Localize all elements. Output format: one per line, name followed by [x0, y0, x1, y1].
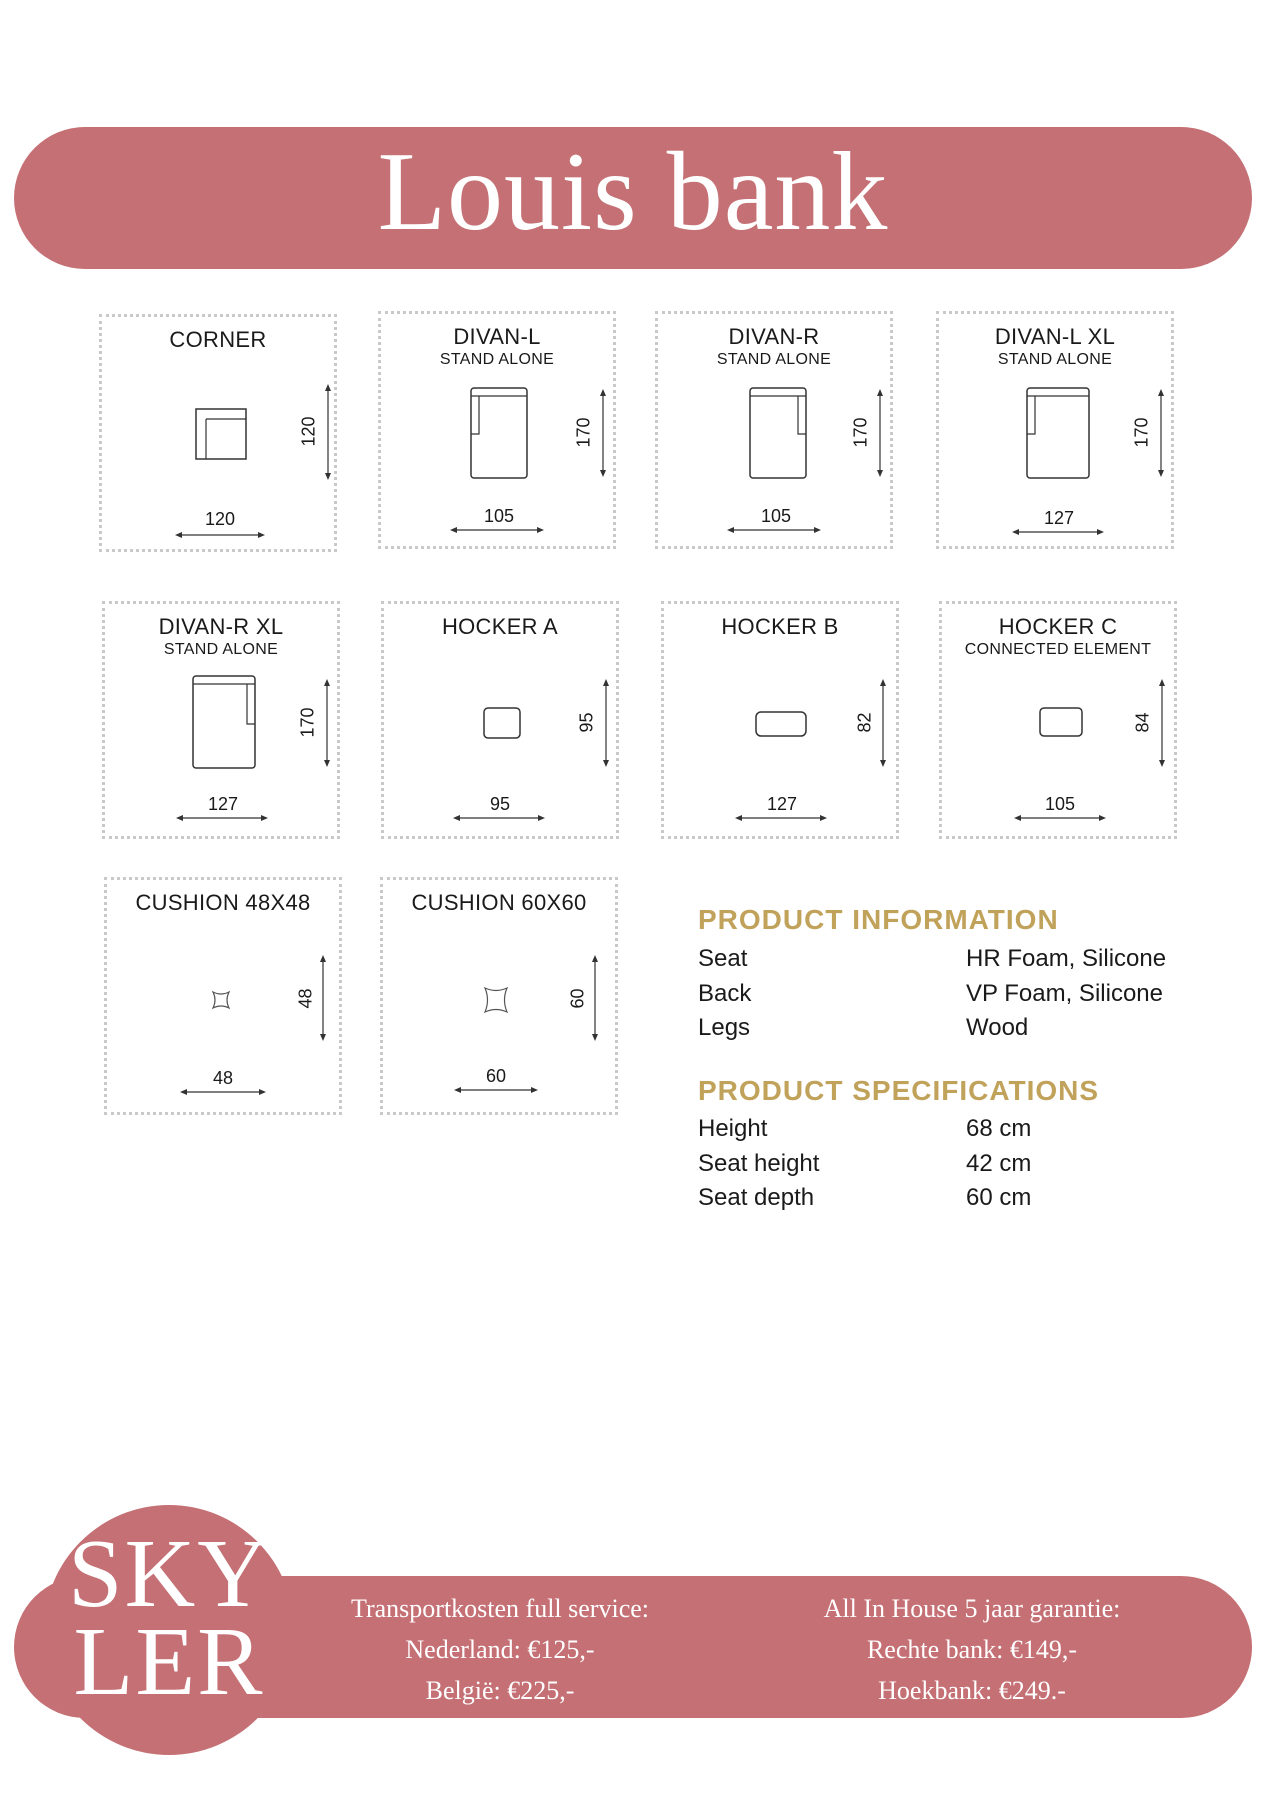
- info-row: [698, 1014, 1218, 1048]
- transport-nl: Nederland: €125,-: [405, 1635, 595, 1664]
- spec-value: 60 cm: [966, 1184, 1032, 1211]
- module-name: DIVAN-R: [728, 324, 820, 349]
- spec-label: Seat height: [698, 1150, 820, 1177]
- module-cushion-60: [380, 877, 618, 1115]
- spec-row: [698, 1184, 1218, 1218]
- module-name: HOCKER A: [441, 614, 559, 639]
- height-dimension: 170: [1131, 417, 1152, 448]
- width-dimension: 105: [1044, 794, 1076, 814]
- logo-line-2: LER: [73, 1608, 265, 1716]
- title-banner: [14, 127, 1252, 269]
- module-name: CUSHION 48X48: [135, 890, 311, 915]
- module-hocker-b: [661, 601, 899, 839]
- module-hocker-a: [381, 601, 619, 839]
- module-subtitle: STAND ALONE: [163, 641, 279, 658]
- warranty-corner: Hoekbank: €249.-: [878, 1676, 1066, 1705]
- spec-label: Height: [698, 1115, 768, 1142]
- product-information-heading: PRODUCT INFORMATION: [698, 904, 1059, 935]
- module-subtitle: STAND ALONE: [439, 351, 555, 368]
- width-dimension: 60: [485, 1066, 507, 1086]
- info-row: [698, 980, 1218, 1014]
- module-divan-r: [655, 311, 893, 549]
- width-dimension: 105: [483, 506, 515, 526]
- transport-costs: [290, 1588, 710, 1711]
- module-name: DIVAN-L XL: [994, 324, 1116, 349]
- height-dimension: 170: [297, 707, 318, 738]
- width-dimension: 95: [489, 794, 511, 814]
- info-label: Back: [698, 980, 752, 1007]
- warranty: [762, 1588, 1182, 1711]
- height-dimension: 82: [854, 712, 875, 733]
- height-dimension: 95: [576, 712, 597, 733]
- height-dimension: 84: [1132, 712, 1153, 733]
- width-dimension: 127: [766, 794, 798, 814]
- transport-heading: Transportkosten full service:: [351, 1594, 649, 1623]
- module-divan-l: [378, 311, 616, 549]
- module-cushion-48: [104, 877, 342, 1115]
- module-subtitle: CONNECTED ELEMENT: [964, 641, 1152, 658]
- width-dimension: 105: [760, 506, 792, 526]
- width-dimension: 120: [204, 509, 236, 529]
- spec-row: [698, 1115, 1218, 1149]
- product-specifications-heading: PRODUCT SPECIFICATIONS: [698, 1075, 1100, 1106]
- height-dimension: 170: [573, 417, 594, 448]
- logo-line-1: SKY: [67, 1520, 271, 1628]
- warranty-straight: Rechte bank: €149,-: [866, 1635, 1078, 1664]
- module-name: HOCKER C: [998, 614, 1118, 639]
- height-dimension: 120: [298, 416, 319, 447]
- height-dimension: 48: [295, 988, 316, 1009]
- module-name: DIVAN-R XL: [158, 614, 284, 639]
- module-divan-l-xl: [936, 311, 1174, 549]
- module-subtitle: STAND ALONE: [716, 351, 832, 368]
- height-dimension: 60: [567, 988, 588, 1009]
- module-name: HOCKER B: [721, 614, 839, 639]
- spec-value: 42 cm: [966, 1150, 1032, 1177]
- module-name: CUSHION 60X60: [411, 890, 587, 915]
- module-name: CORNER: [169, 327, 267, 352]
- info-label: Seat: [698, 945, 748, 972]
- spec-value: 68 cm: [966, 1115, 1032, 1142]
- info-value: HR Foam, Silicone: [966, 945, 1167, 972]
- height-dimension: 170: [850, 417, 871, 448]
- info-label: Legs: [698, 1014, 751, 1041]
- spec-label: Seat depth: [698, 1184, 815, 1211]
- spec-row: [698, 1150, 1218, 1184]
- warranty-heading: All In House 5 jaar garantie:: [823, 1594, 1121, 1623]
- module-subtitle: STAND ALONE: [997, 351, 1113, 368]
- info-value: VP Foam, Silicone: [966, 980, 1163, 1007]
- width-dimension: 127: [1043, 508, 1075, 528]
- width-dimension: 48: [212, 1068, 234, 1088]
- module-divan-r-xl: [102, 601, 340, 839]
- transport-be: België: €225,-: [425, 1676, 575, 1705]
- info-row: [698, 945, 1218, 979]
- module-name: DIVAN-L: [453, 324, 541, 349]
- info-value: Wood: [966, 1014, 1029, 1041]
- width-dimension: 127: [207, 794, 239, 814]
- module-corner: [99, 314, 337, 552]
- page-title: Louis bank: [377, 130, 889, 254]
- module-hocker-c: [939, 601, 1177, 839]
- skyler-logo: [44, 1520, 294, 1716]
